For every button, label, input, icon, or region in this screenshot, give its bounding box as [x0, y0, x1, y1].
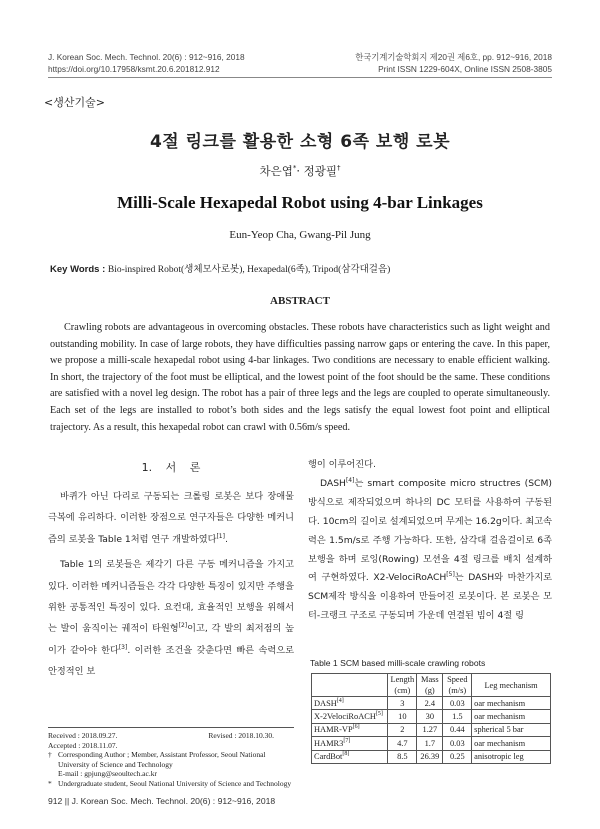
issn: Print ISSN 1229-604X, Online ISSN 2508-3805 — [378, 64, 552, 74]
text-run: 는 DASH와 마찬가지로 SCM제작 방식을 이용하여 만들어진 로봇이다. 본 로봇은 모터-크랭크 구조로 구동되며 가운데 연결된 빔이 4절 링 — [308, 572, 552, 622]
accepted-date: Accepted : 2018.11.07. — [48, 740, 118, 750]
keywords — [50, 261, 390, 275]
cell-mass: 30 — [417, 710, 443, 723]
cell-mass: 26.39 — [417, 750, 443, 763]
header-cell — [312, 674, 388, 697]
revised-date: Revised : 2018.10.30. — [208, 731, 274, 740]
doi-link[interactable]: https://doi.org/10.17958/ksmt.20.6.201812.912 — [48, 64, 220, 74]
corresponding-author-note — [48, 750, 294, 769]
paragraph — [308, 475, 552, 626]
cell-length: 2 — [388, 723, 417, 736]
journal-citation-en: J. Korean Soc. Mech. Technol. 20(6) : 912~916, 2018 — [48, 52, 245, 62]
table-row — [312, 710, 551, 723]
table-row — [312, 750, 551, 763]
abstract-heading: ABSTRACT — [270, 295, 330, 307]
cell-mass: 1.7 — [417, 737, 443, 750]
received-date: Received : 2018.09.27. — [48, 731, 118, 740]
header-cell: Speed (m/s) — [443, 674, 472, 697]
keywords-text: Bio-inspired Robot(생체모사로봇), Hexapedal(6족), Tripod(삼각대걸음) — [107, 265, 391, 275]
section-heading-introduction: 1. 서 론 — [141, 461, 201, 474]
email[interactable]: E-mail : gpjung@seoultech.ac.kr — [58, 769, 157, 779]
header-divider — [48, 77, 552, 78]
cell-length: 8.5 — [388, 750, 417, 763]
dates-row — [48, 731, 294, 741]
citation-ref[interactable]: [1] — [216, 532, 225, 540]
cell-mechanism: oar mechanism — [472, 710, 551, 723]
citation-ref[interactable]: [4] — [345, 476, 355, 484]
citation-ref[interactable]: [5] — [446, 571, 455, 579]
header-cell: Mass (g) — [417, 674, 443, 697]
cell-speed: 0.25 — [443, 750, 472, 763]
text-run: 이고, 각 발의 최저점의 높이가 같아야 한다 — [48, 623, 295, 656]
category-label: <생산기술> — [44, 96, 105, 109]
header-cell: Leg mechanism — [472, 674, 551, 697]
cell-speed: 0.44 — [443, 723, 472, 736]
journal-citation-ko: 한국기계기술학회지 제20권 제6호, pp. 912~916, 2018 — [355, 52, 552, 62]
text-run: Table 1의 로봇들은 제각기 다른 구동 메커니즘을 가지고 있다. 이러한 메커니즘들은 각각 다양한 특징이 있지만 주행을 위한 공통적인 특징이 있다. 요컨대, 효율적인 보행을 위해서는 발이 움직이는 궤적이 타원형 — [48, 559, 294, 635]
left-column-body — [48, 486, 294, 683]
cell-speed: 0.03 — [443, 697, 472, 710]
cell-speed: 0.03 — [443, 737, 472, 750]
dagger-mark: † — [48, 750, 52, 760]
cell-name: HAMR3[7] — [312, 737, 388, 750]
footnote-divider — [48, 727, 294, 728]
table-row — [312, 737, 551, 750]
author-2-mark: † — [336, 164, 341, 173]
page-footer: 912 || J. Korean Soc. Mech. Technol. 20(6) : 912~916, 2018 — [48, 796, 276, 806]
footnotes — [48, 731, 294, 789]
table-row — [312, 697, 551, 710]
cell-mass: 2.4 — [417, 697, 443, 710]
cell-mechanism: oar mechanism — [472, 697, 551, 710]
cell-length: 4.7 — [388, 737, 417, 750]
cell-name: X-2VelociRoACH[5] — [312, 710, 388, 723]
abstract-body: Crawling robots are advantageous in overcoming obstacles. These robots have characteristics such as light weight and outstanding mobility. In case of large robots, they have difficulties passing narrow gaps or entering the cave. In this paper, we propose a milli-scale hexapedal robot using 4-bar linkages. Two conditions are necessary to enable efficient walking. In short, the trajectory of the foot must be elliptical, and the lowest point of the foot should be the same. These conditions are satisfied with a novel leg design. The robot has a pair of three legs and the legs are coupled to operate simultaneously. Each set of the legs are installed to robot’s both sides and the legs satisfy the equal lowest foot point and elliptical trajectory. As a result, this hexapedal robot can crawl with 0.56m/s speed. — [50, 322, 550, 433]
header-cell: Length (cm) — [388, 674, 417, 697]
cell-mechanism: spherical 5 bar — [472, 723, 551, 736]
citation-ref[interactable]: [2] — [178, 622, 188, 630]
undergraduate-note — [48, 779, 294, 789]
cell-name: CardBot[8] — [312, 750, 388, 763]
cell-mass: 1.27 — [417, 723, 443, 736]
cell-name: HAMR-VP[6] — [312, 723, 388, 736]
author-1: 차은엽 — [259, 164, 293, 178]
authors-korean — [0, 163, 600, 179]
author-1-mark: * — [292, 164, 297, 173]
cell-mechanism: oar mechanism — [472, 737, 551, 750]
text-run: 바퀴가 아닌 다리로 구동되는 크롤링 로봇은 보다 장애물 극복에 유리하다. 이러한 장점으로 연구자들은 다양한 메커니즘의 로봇을 Table 1처럼 연구 개발하였다 — [48, 491, 294, 545]
text-run: 는 smart composite micro structres (SCM) 방식으로 제작되었으며 하나의 DC 모터를 사용하여 구동된다. 10cm의 길이로 설계되었으며 무게는 16.2g이다. 최고속력은 1.5m/s로 주행 가능하다. 또한, 삼각대 걸음걸이로 6족 보행을 하며 로잉(Rowing) 모션을 4절 링크를 배치 설계하여 구현하였다. X2-VelociRoACH — [308, 477, 552, 584]
text-run: . 이러한 조건을 갖춘다면 빠른 속력으로 안정적인 보 — [48, 644, 294, 678]
author-2: 정광필 — [303, 164, 337, 178]
asterisk-mark: * — [48, 778, 52, 788]
cell-length: 10 — [388, 710, 417, 723]
title-korean: 4절 링크를 활용한 소형 6족 보행 로봇 — [149, 132, 451, 152]
paragraph — [48, 486, 294, 550]
cell-mechanism: anisotropic leg — [472, 750, 551, 763]
text-run: DASH — [320, 477, 346, 489]
text-run: . — [224, 533, 228, 545]
footnote-text: Corresponding Author ; Member, Assistant Professor, Seoul National University of Science and Technology — [58, 750, 266, 769]
cell-speed: 1.5 — [443, 710, 472, 723]
cell-name: DASH[4] — [312, 697, 388, 710]
citation-ref[interactable]: [3] — [118, 643, 128, 651]
right-column-body — [308, 456, 552, 626]
table-caption: Table 1 SCM based milli-scale crawling robots — [310, 658, 486, 668]
paragraph: 행이 이루어진다. — [308, 459, 376, 470]
authors-english: Eun-Yeop Cha, Gwang-Pil Jung — [229, 229, 371, 241]
author-separator: · — [296, 164, 304, 178]
footnote-text: Undergraduate student, Seoul National University of Science and Technology — [58, 778, 292, 788]
paragraph — [48, 554, 294, 682]
table-header-row — [312, 674, 551, 697]
robots-table — [311, 673, 551, 764]
cell-length: 3 — [388, 697, 417, 710]
table-row — [312, 723, 551, 736]
keywords-label: Key Words : — [50, 264, 108, 275]
title-english: Milli-Scale Hexapedal Robot using 4-bar Linkages — [117, 193, 483, 212]
